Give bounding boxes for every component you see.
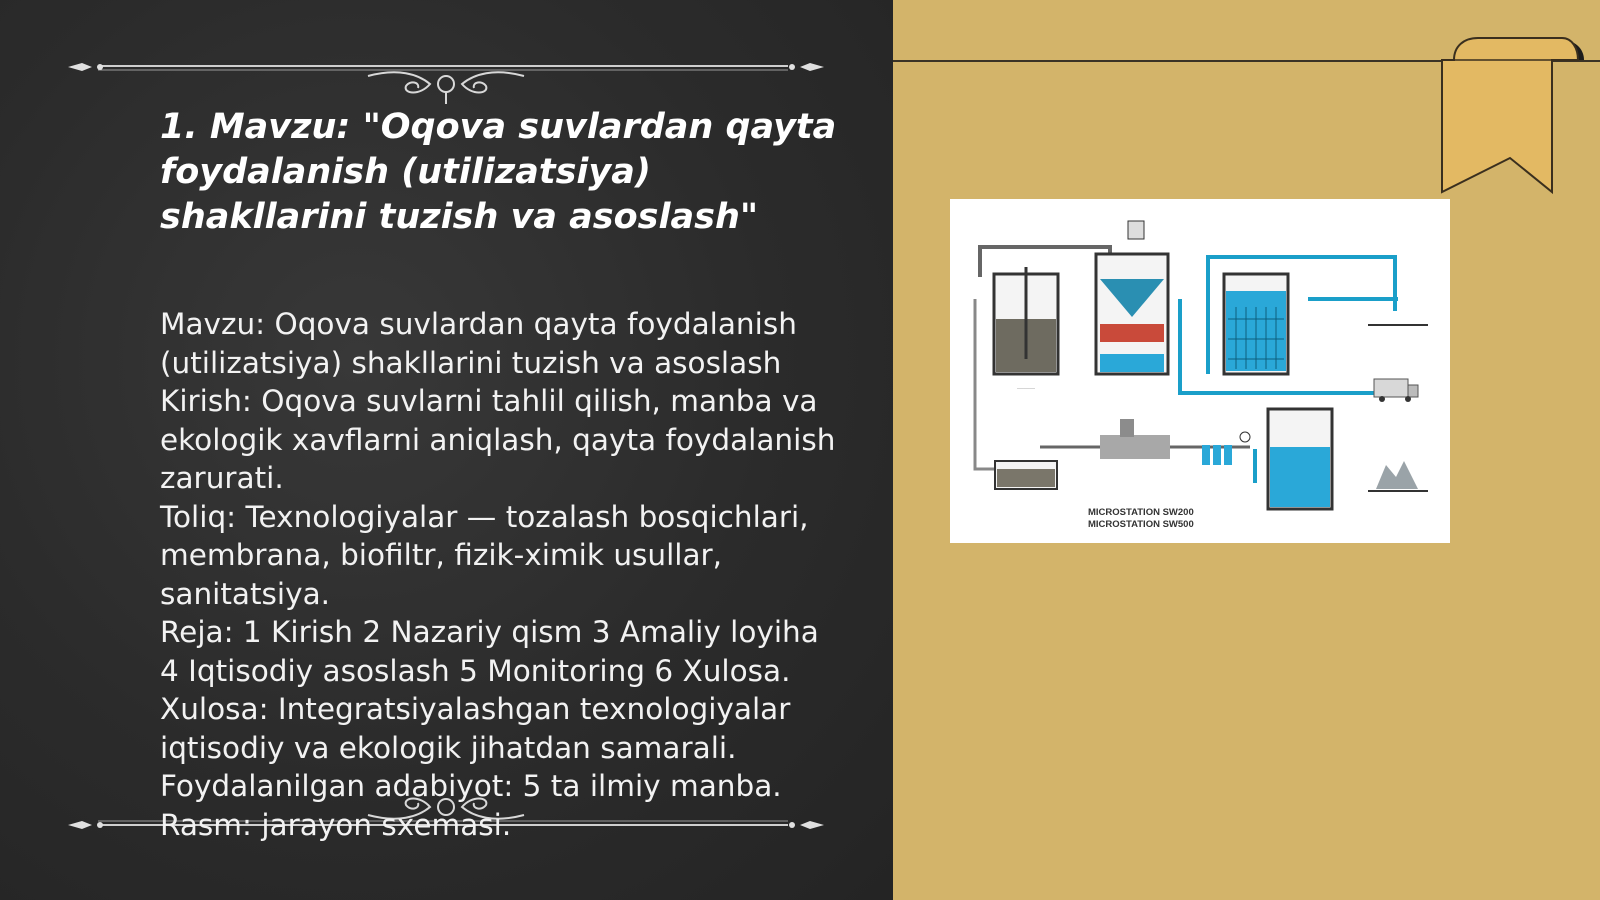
body-line-adabiyot: Foydalanilgan adabiyot: 5 ta ilmiy manba. xyxy=(160,769,782,803)
body-line-kirish: Kirish: Oqova suvlarni tahlil qilish, manba va ekologik xavflarni aniqlash, qayta foydalanish zarurati. xyxy=(160,384,836,495)
diagram-caption-sw200: MICROSTATION SW200 xyxy=(1088,507,1194,518)
slide-body-text xyxy=(160,305,840,844)
top-ornament-divider xyxy=(68,56,824,106)
tank-filter-icon xyxy=(1224,274,1288,374)
body-line-toliq: Toliq: Texnologiyalar — tozalash bosqichlari, membrana, biofiltr, fizik-ximik usullar, sanitatsiya. xyxy=(160,499,809,611)
diagram-caption-sw500: MICROSTATION SW500 xyxy=(1088,519,1194,530)
tank-clean-water-icon xyxy=(1268,409,1332,509)
body-line-reja: Reja: 1 Kirish 2 Nazariy qism 3 Amaliy loyiha 4 Iqtisodiy asoslash 5 Monitoring 6 Xulosa. xyxy=(160,615,819,688)
truck-icon xyxy=(1374,379,1418,402)
tank-primary-icon xyxy=(994,267,1058,391)
body-line-rasm: Rasm: jarayon sxemasi. xyxy=(160,807,512,842)
svg-text:………: ……… xyxy=(1017,384,1035,391)
bookmark-ribbon-icon xyxy=(1432,34,1592,200)
tank-settler-icon xyxy=(1096,221,1168,374)
body-line-mavzu: Mavzu: Oqova suvlardan qayta foydalanish (utilizatsiya) shakllarini tuzish va asoslash xyxy=(160,307,797,380)
tank-sludge-icon xyxy=(995,461,1057,489)
environment-icon xyxy=(1368,461,1428,491)
factory-icon xyxy=(1100,419,1170,459)
slide-title: 1. Mavzu: "Oqova suvlardan qayta foydalanish (utilizatsiya) shakllarini tuzish va asoslash" xyxy=(160,107,837,237)
body-line-xulosa: Xulosa: Integratsiyalashgan texnologiyalar iqtisodiy va ekologik jihatdan samarali. xyxy=(160,692,791,765)
process-scheme-image xyxy=(950,199,1450,543)
